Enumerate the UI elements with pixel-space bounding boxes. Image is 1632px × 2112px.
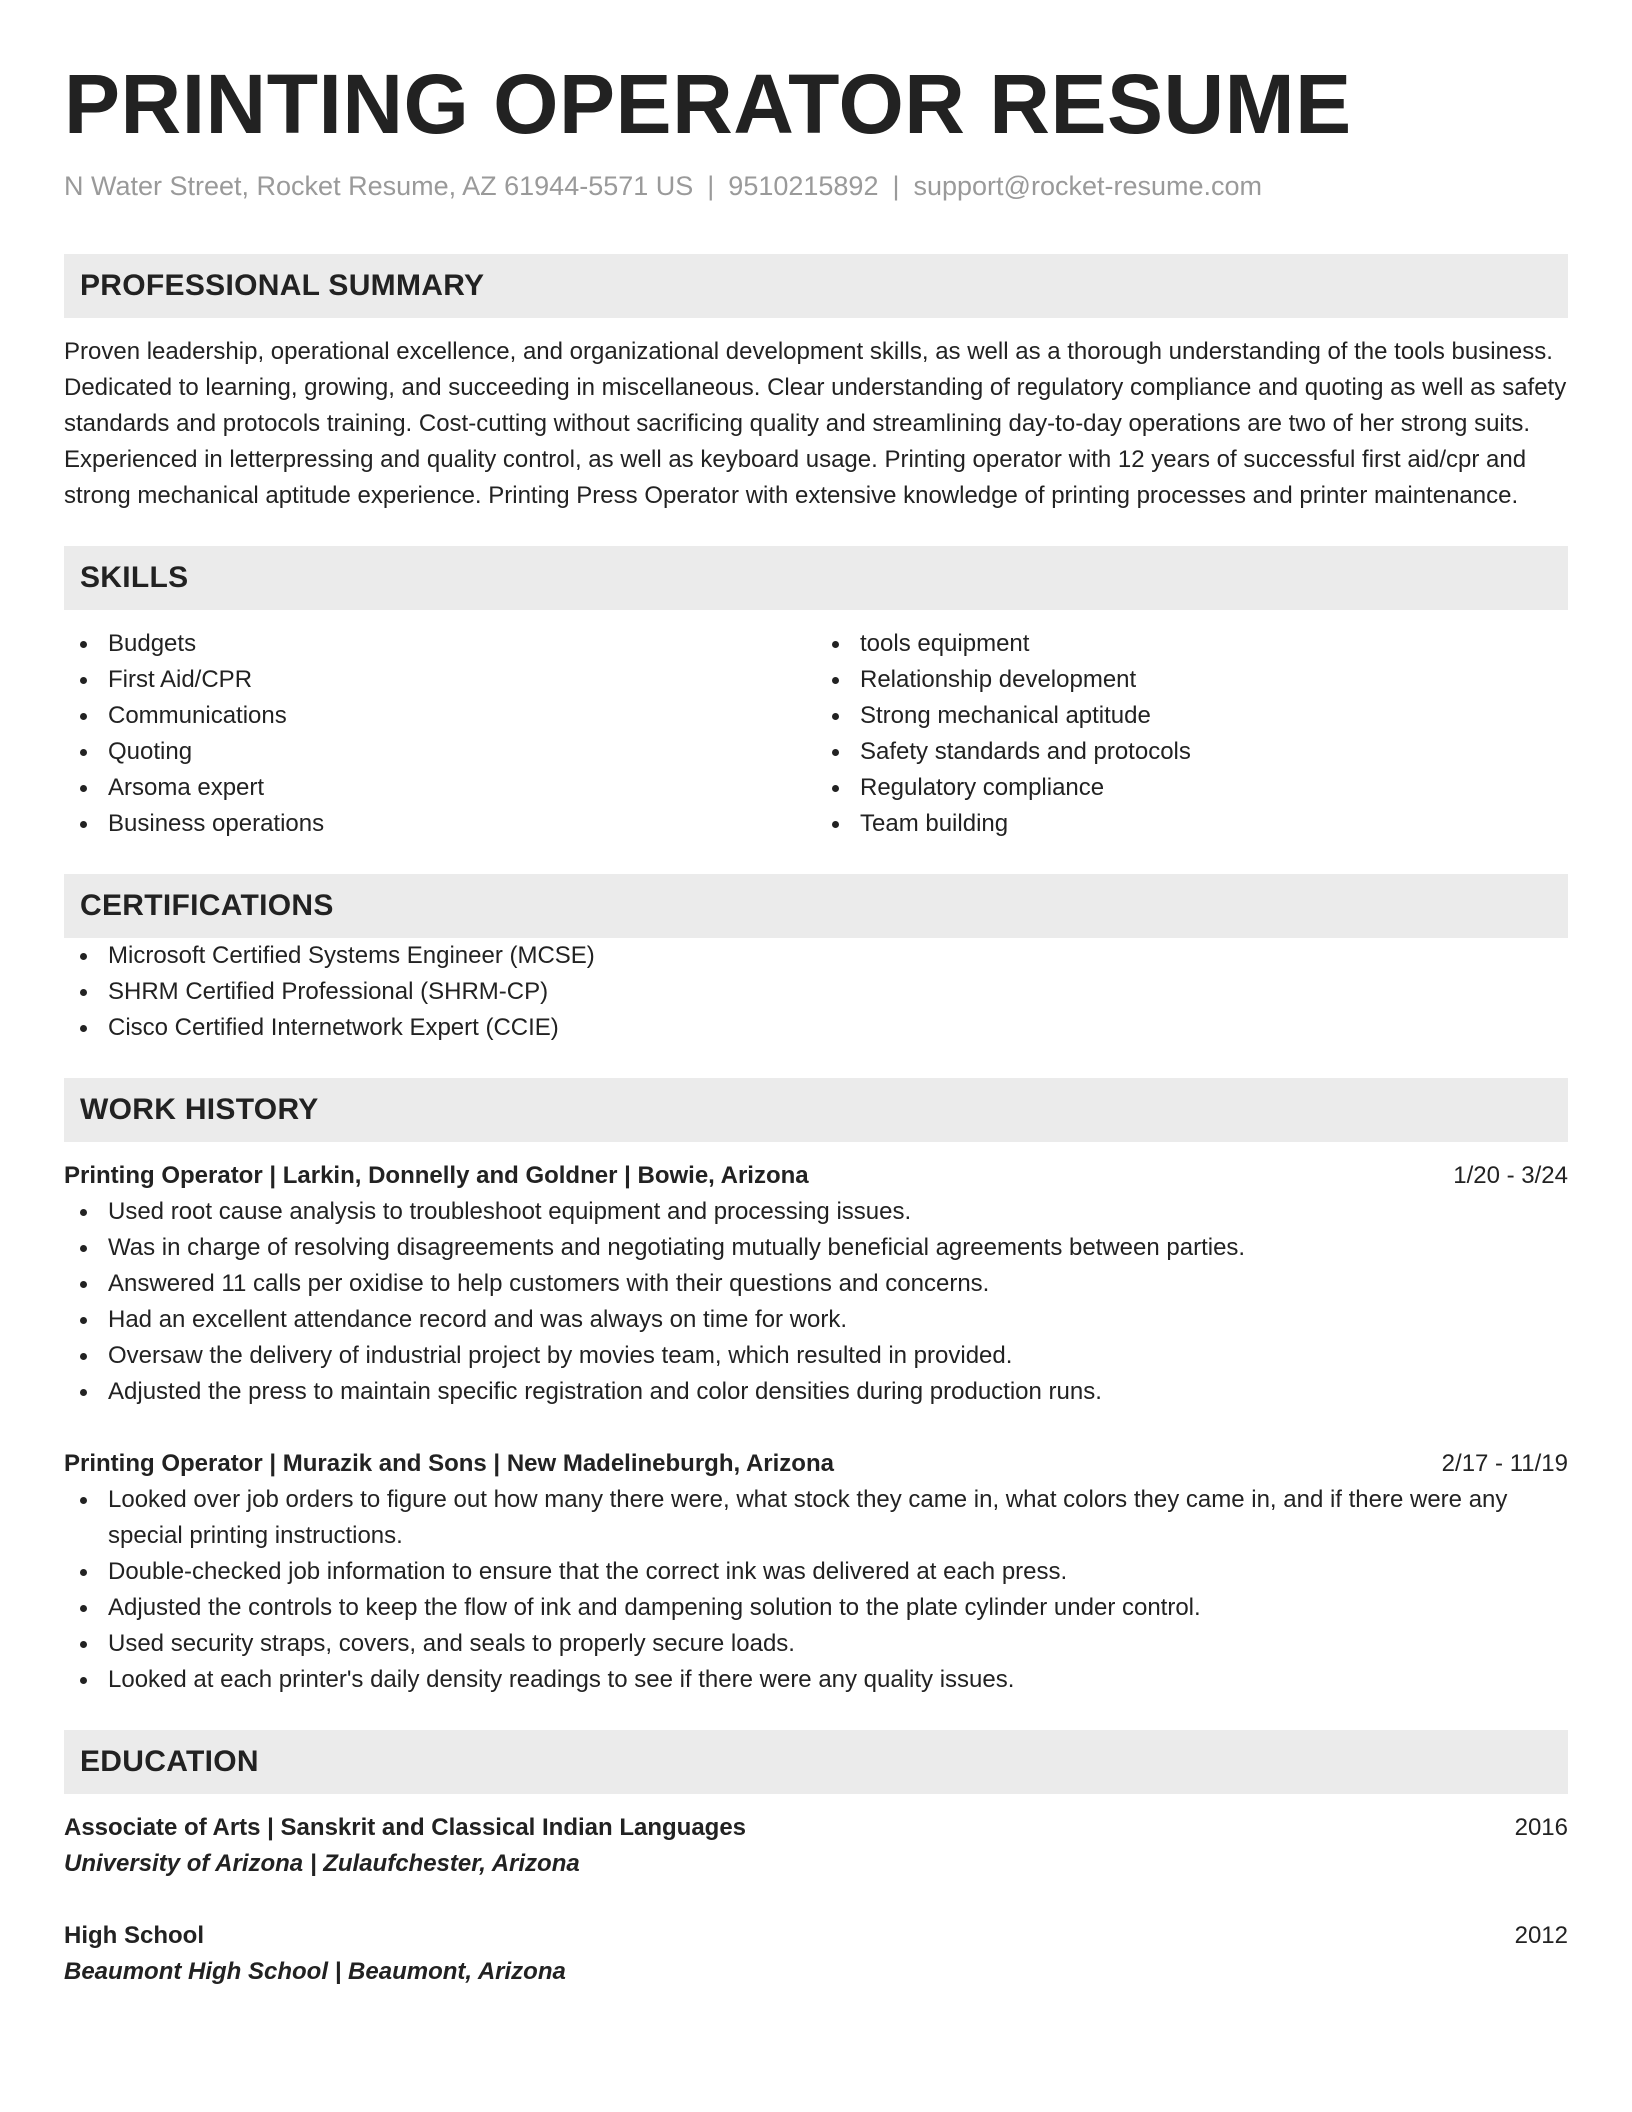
skill-item: Business operations: [64, 806, 816, 842]
job-duty-item: Oversaw the delivery of industrial project by movies team, which resulted in provided.: [64, 1338, 1568, 1374]
section-header-summary: PROFESSIONAL SUMMARY: [64, 254, 1568, 318]
resume-title: PRINTING OPERATOR RESUME: [64, 57, 1352, 151]
contact-phone: 9510215892: [728, 171, 879, 201]
education-school: Beaumont High School | Beaumont, Arizona: [64, 1958, 566, 1985]
contact-separator: |: [707, 171, 715, 201]
job-duty-item: Was in charge of resolving disagreements and negotiating mutually beneficial agreements between parties.: [64, 1230, 1568, 1266]
skill-item: Regulatory compliance: [816, 770, 1568, 806]
skill-item: Relationship development: [816, 662, 1568, 698]
contact-address: N Water Street, Rocket Resume, AZ 61944-5571 US: [64, 171, 694, 201]
job-duty-item: Double-checked job information to ensure that the correct ink was delivered at each press.: [64, 1554, 1568, 1590]
certification-item: Microsoft Certified Systems Engineer (MCSE): [64, 938, 1568, 974]
job-entry: [64, 1446, 1568, 1698]
job-duties-list: [64, 1482, 1568, 1698]
section-header-education: EDUCATION: [64, 1730, 1568, 1794]
section-header-work-history: WORK HISTORY: [64, 1078, 1568, 1142]
job-title: Printing Operator | Murazik and Sons | New Madelineburgh, Arizona: [64, 1450, 834, 1477]
certification-item: SHRM Certified Professional (SHRM-CP): [64, 974, 1568, 1010]
education-year: 2016: [1514, 1814, 1568, 1841]
skill-item: Strong mechanical aptitude: [816, 698, 1568, 734]
education-entry: [64, 1810, 1568, 1882]
contact-email: support@rocket-resume.com: [913, 171, 1263, 201]
education-degree: High School: [64, 1922, 204, 1949]
job-header: [64, 1446, 1568, 1482]
skills-column-right: [816, 626, 1568, 842]
section-header-skills: SKILLS: [64, 546, 1568, 610]
skill-item: Team building: [816, 806, 1568, 842]
job-duty-item: Adjusted the controls to keep the flow of ink and dampening solution to the plate cylinder under control.: [64, 1590, 1568, 1626]
skill-item: tools equipment: [816, 626, 1568, 662]
job-dates: 2/17 - 11/19: [1441, 1450, 1568, 1477]
job-title: Printing Operator | Larkin, Donnelly and Goldner | Bowie, Arizona: [64, 1162, 809, 1189]
section-header-certifications: CERTIFICATIONS: [64, 874, 1568, 938]
education-degree: Associate of Arts | Sanskrit and Classical Indian Languages: [64, 1814, 747, 1841]
skill-item: Arsoma expert: [64, 770, 816, 806]
job-duty-item: Used root cause analysis to troubleshoot equipment and processing issues.: [64, 1194, 1568, 1230]
job-duty-item: Had an excellent attendance record and was always on time for work.: [64, 1302, 1568, 1338]
job-duty-item: Looked over job orders to figure out how many there were, what stock they came in, what colors they came in, and if there were any special printing instructions.: [64, 1482, 1568, 1554]
skills-column-left: [64, 626, 816, 842]
skills-list-left: [64, 626, 816, 842]
job-entry: [64, 1158, 1568, 1410]
education-header: [64, 1918, 1568, 1954]
job-duty-item: Adjusted the press to maintain specific registration and color densities during production runs.: [64, 1374, 1568, 1410]
education-school: University of Arizona | Zulaufchester, Arizona: [64, 1850, 580, 1877]
summary-text: Proven leadership, operational excellence, and organizational development skills, as well as a thorough understanding of the tools business. Dedicated to learning, growing, and succeeding in miscellaneous. Clear understanding of regulatory compliance and quoting as well as safety standards and protocols training. Cost-cutting without sacrificing quality and streamlining day-to-day operations are two of her strong suits. Experienced in letterpressing and quality control, as well as keyboard usage. Printing operator with 12 years of successful first aid/cpr and strong mechanical aptitude experience. Printing Press Operator with extensive knowledge of printing processes and printer maintenance.: [64, 338, 1567, 509]
education-header: [64, 1810, 1568, 1846]
education-year: 2012: [1514, 1922, 1568, 1949]
skill-item: Quoting: [64, 734, 816, 770]
contact-separator: |: [892, 171, 900, 201]
skill-item: Communications: [64, 698, 816, 734]
job-duties-list: [64, 1194, 1568, 1410]
certification-item: Cisco Certified Internetwork Expert (CCIE): [64, 1010, 1568, 1046]
skill-item: Budgets: [64, 626, 816, 662]
job-header: [64, 1158, 1568, 1194]
education-entry: [64, 1918, 1568, 1990]
skills-list-right: [816, 626, 1568, 842]
job-duty-item: Looked at each printer's daily density readings to see if there were any quality issues.: [64, 1662, 1568, 1698]
contact-line: [64, 168, 1568, 204]
skill-item: First Aid/CPR: [64, 662, 816, 698]
skill-item: Safety standards and protocols: [816, 734, 1568, 770]
job-dates: 1/20 - 3/24: [1453, 1162, 1568, 1189]
job-duty-item: Answered 11 calls per oxidise to help customers with their questions and concerns.: [64, 1266, 1568, 1302]
certifications-list: [64, 938, 1568, 1046]
skills-grid: [64, 626, 1568, 842]
job-duty-item: Used security straps, covers, and seals to properly secure loads.: [64, 1626, 1568, 1662]
